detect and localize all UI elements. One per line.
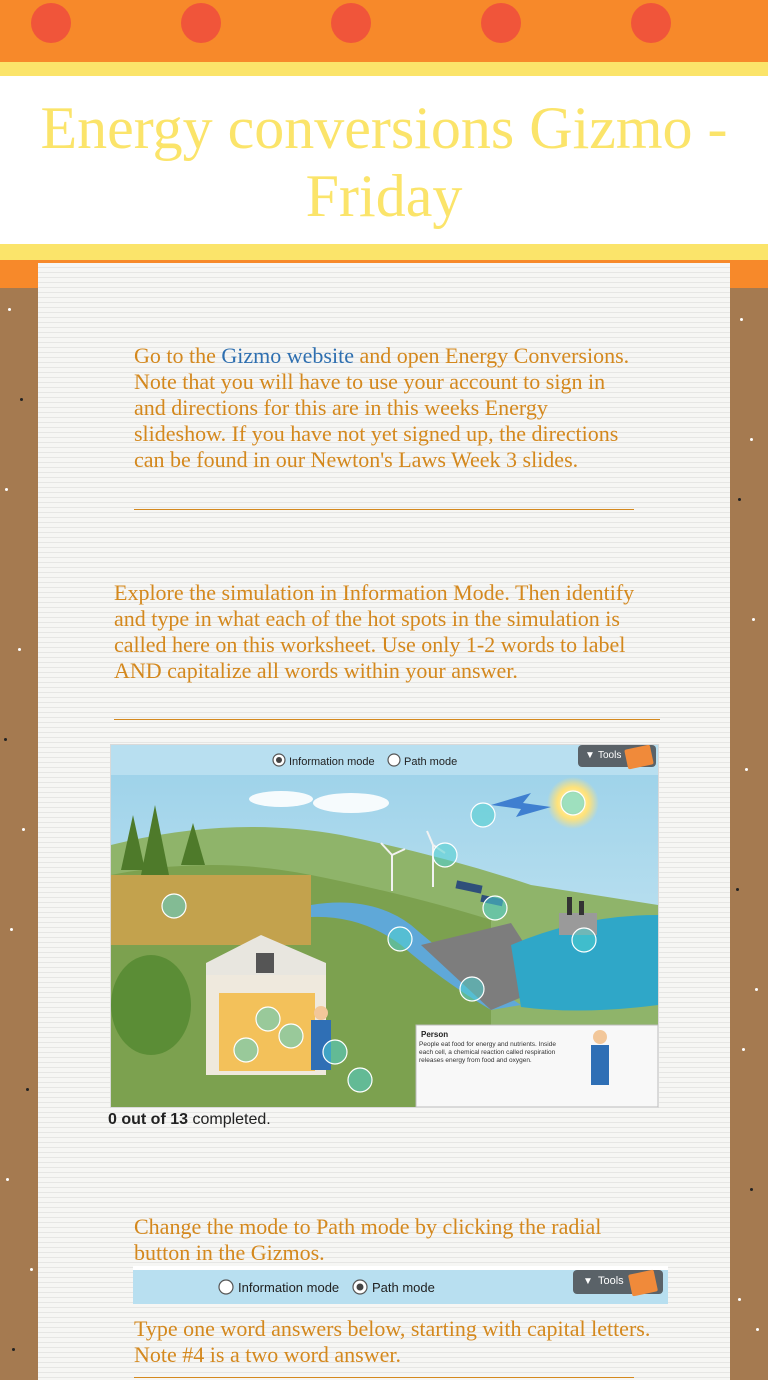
- cloud-icon: [249, 791, 313, 807]
- hotspot-icon[interactable]: [323, 1040, 347, 1064]
- cork-speck: [26, 1088, 29, 1091]
- progress-suffix: completed.: [188, 1111, 271, 1128]
- path-mode-label: Path mode: [372, 1280, 435, 1295]
- cork-speck: [745, 768, 748, 771]
- decor-dot: [481, 3, 521, 43]
- hotspot-icon[interactable]: [234, 1038, 258, 1062]
- smokestack: [579, 901, 584, 915]
- information-mode-label: Information mode: [238, 1280, 340, 1295]
- hotspot-icon[interactable]: [561, 791, 585, 815]
- gizmo-website-link[interactable]: Gizmo website: [221, 343, 354, 368]
- tools-label: Tools: [598, 750, 622, 761]
- person-illustration: [591, 1045, 609, 1085]
- hotspot-icon[interactable]: [572, 928, 596, 952]
- corn-field: [111, 875, 311, 945]
- hotspot-icon[interactable]: [256, 1007, 280, 1031]
- divider: [134, 1377, 634, 1378]
- tree: [111, 955, 191, 1055]
- tools-label: Tools: [598, 1275, 624, 1287]
- info-panel-title: Person: [421, 1030, 449, 1039]
- person-illustration-head: [593, 1030, 607, 1044]
- cork-speck: [12, 1348, 15, 1351]
- cork-speck: [755, 988, 758, 991]
- mode-toolbar: [111, 745, 658, 775]
- tools-arrow-icon: ▼: [583, 1276, 593, 1287]
- simulation-scene: [111, 745, 658, 1107]
- answers-instruction: Type one word answers below, starting with capital letters. Note #4 is a two word answer.: [134, 1316, 651, 1367]
- person-head: [314, 1006, 328, 1020]
- info-panel-desc-wrap: [419, 1041, 559, 1101]
- progress-count: 0 out of 13: [108, 1111, 189, 1128]
- intro-text-end: and open Energy Conversions. Note that you will have to use your account to sign in and directions for this are in this weeks Energy slideshow. If you have not yet signed up, the directions can be found in our Newton's Laws Week 3 slides.: [134, 343, 630, 472]
- header-stripe: [0, 62, 768, 76]
- cork-speck: [30, 1268, 33, 1271]
- hotspot-icon[interactable]: [471, 803, 495, 827]
- tools-arrow-icon: ▼: [585, 750, 595, 761]
- header-stripe: [0, 244, 768, 260]
- cork-speck: [22, 828, 25, 831]
- path-mode-radio[interactable]: [388, 754, 400, 766]
- cork-speck: [750, 1188, 753, 1191]
- hotspot-icon[interactable]: [388, 927, 412, 951]
- cork-speck: [752, 618, 755, 621]
- intro-text-start: Go to the: [134, 343, 222, 368]
- cork-speck: [6, 1178, 9, 1181]
- path-mode-screenshot: [133, 1266, 668, 1304]
- header-band: [0, 0, 768, 62]
- decor-dot: [31, 3, 71, 43]
- cork-speck: [756, 1328, 759, 1331]
- decor-dot: [181, 3, 221, 43]
- cork-speck: [736, 888, 739, 891]
- hotspot-icon[interactable]: [348, 1068, 372, 1092]
- information-mode-label: Information mode: [289, 756, 375, 768]
- cloud-icon: [313, 793, 389, 813]
- mode-bar-graphic: [133, 1266, 668, 1304]
- hotspot-icon[interactable]: [460, 977, 484, 1001]
- intro-paragraph: [134, 343, 634, 473]
- hotspot-icon[interactable]: [162, 894, 186, 918]
- energy-gizmo-simulation[interactable]: [110, 744, 659, 1108]
- decor-dot: [331, 3, 371, 43]
- divider: [134, 509, 634, 510]
- path-mode-instruction: Change the mode to Path mode by clicking the radial button in the Gizmos.: [134, 1214, 602, 1265]
- cork-speck: [740, 318, 743, 321]
- smokestack: [567, 897, 572, 915]
- radio-selected-dot: [357, 1284, 364, 1291]
- progress-status: [108, 1111, 271, 1129]
- cork-speck: [750, 438, 753, 441]
- cork-speck: [8, 308, 11, 311]
- cork-speck: [10, 928, 13, 931]
- hotspot-icon[interactable]: [433, 843, 457, 867]
- explore-paragraph: Explore the simulation in Information Mode. Then identify and type in what each of the hot spots in the simulation is called here on this worksheet. Use only 1-2 words to label AND capitalize all words within your answer.: [114, 580, 635, 683]
- radio-selected-dot: [276, 757, 282, 763]
- cork-speck: [5, 488, 8, 491]
- cork-speck: [738, 1298, 741, 1301]
- hotspot-icon[interactable]: [483, 896, 507, 920]
- cork-speck: [742, 1048, 745, 1051]
- information-mode-radio[interactable]: [219, 1280, 233, 1294]
- hotspot-icon[interactable]: [279, 1024, 303, 1048]
- cork-speck: [20, 398, 23, 401]
- page-title: Energy conversions Gizmo - Friday: [40, 95, 728, 229]
- house-window: [256, 953, 274, 973]
- cork-speck: [18, 648, 21, 651]
- cork-speck: [738, 498, 741, 501]
- cork-speck: [4, 738, 7, 741]
- info-panel-description: People eat food for energy and nutrients. Inside each cell, a chemical reaction called respiration releases energy from food and oxygen.: [419, 1041, 556, 1064]
- decor-dot: [631, 3, 671, 43]
- divider: [114, 719, 660, 720]
- path-mode-label: Path mode: [404, 756, 458, 768]
